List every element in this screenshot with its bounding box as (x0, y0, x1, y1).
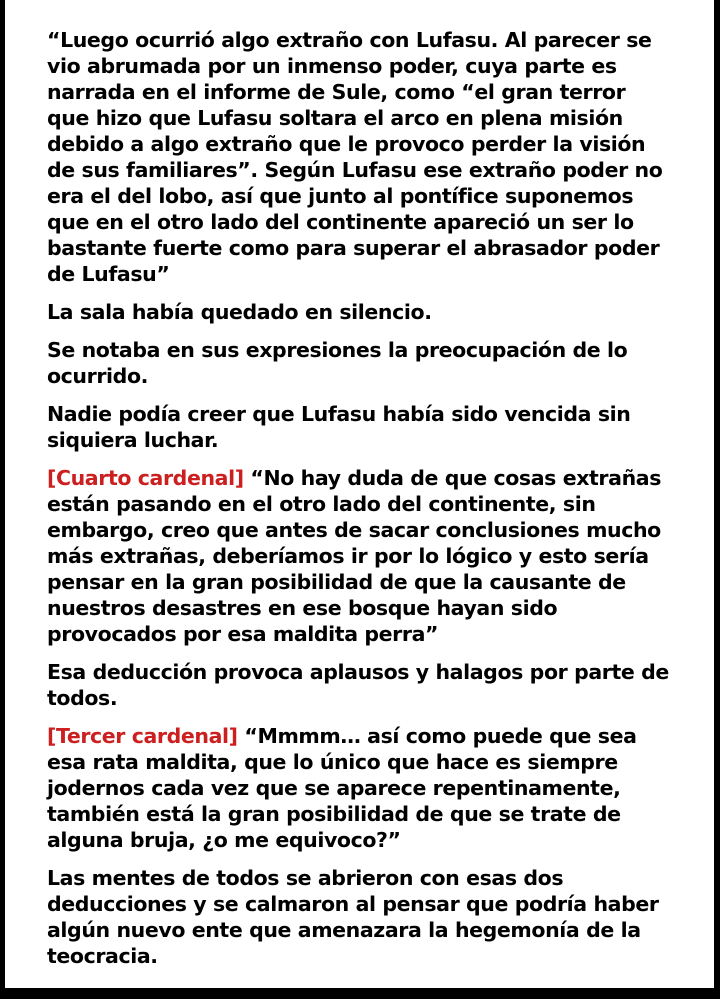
paragraph-text: “Mmmm… así como puede que sea esa rata maldita, que lo único que hace es siempre jodernos cada vez que se aparece repentinamente, también está la gran posibilidad de que se trate de alguna bruja, ¿o me equivoco?” (47, 724, 637, 852)
paragraph-text: La sala había quedado en silencio. (47, 300, 432, 324)
paragraph (47, 401, 674, 453)
paragraph (47, 865, 674, 969)
paragraph-text: Se notaba en sus expresiones la preocupación de lo ocurrido. (47, 338, 628, 388)
document-page (5, 0, 714, 988)
paragraph (47, 659, 674, 711)
speaker-tag: [Cuarto cardenal] (47, 466, 244, 490)
paragraph (47, 299, 674, 325)
paragraph (47, 337, 674, 389)
paragraph (47, 465, 674, 647)
paragraph-text: “No hay duda de que cosas extrañas están pasando en el otro lado del continente, sin embargo, creo que antes de sacar conclusiones mucho más extrañas, deberíamos ir por lo lógico y esto sería pensar en la gran posibilidad de que la causante de nuestros desastres en ese bosque hayan sido provocados por esa maldita perra” (47, 466, 662, 646)
paragraph-text: “Luego ocurrió algo extraño con Lufasu. Al parecer se vio abrumada por un inmenso poder, cuya parte es narrada en el informe de Sule, como “el gran terror que hizo que Lufasu soltara el arco en plena misión debido a algo extraño que le provoco perder la visión de sus familiares”. Según Lufasu ese extraño poder no era el del lobo, así que junto al pontífice suponemos que en el otro lado del continente apareció un ser lo bastante fuerte como para superar el abrasador poder de Lufasu” (47, 28, 663, 286)
paragraph (47, 27, 674, 287)
paragraph-text: Esa deducción provoca aplausos y halagos por parte de todos. (47, 660, 669, 710)
paragraph-text: Nadie podía creer que Lufasu había sido vencida sin siquiera luchar. (47, 402, 631, 452)
speaker-tag: [Tercer cardenal] (47, 724, 238, 748)
paragraph-text: Las mentes de todos se abrieron con esas dos deducciones y se calmaron al pensar que podría haber algún nuevo ente que amenazara la hegemonía de la teocracia. (47, 866, 659, 968)
paragraph (47, 723, 674, 853)
